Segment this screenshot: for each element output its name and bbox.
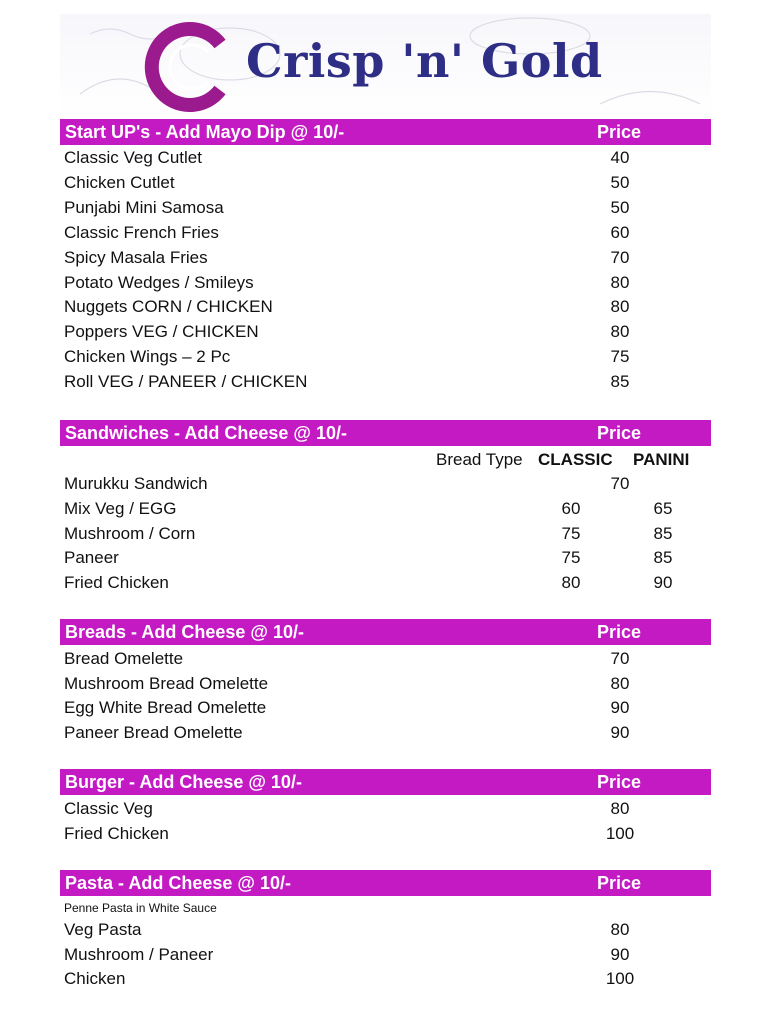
menu-item-name: Spicy Masala Fries (64, 247, 208, 267)
menu-item-name: Paneer (64, 548, 119, 568)
menu-item-price: 40 (610, 148, 630, 167)
section-title: Breads - Add Cheese @ 10/- (65, 622, 304, 642)
menu-item-name: Roll VEG / PANEER / CHICKEN (64, 372, 308, 392)
menu-item-price: 80 (610, 799, 630, 818)
menu-item-price-classic: 60 (561, 499, 581, 518)
menu-item-name: Mix Veg / EGG (64, 499, 177, 518)
price-column-label: Price (597, 873, 642, 893)
menu-item-name: Egg White Bread Omelette (64, 698, 267, 718)
menu-item-name: Fried Chicken (64, 823, 169, 843)
menu-item-price: 50 (610, 172, 630, 192)
menu-item-name: Classic Veg Cutlet (64, 148, 202, 167)
section-title: Burger - Add Cheese @ 10/- (65, 772, 302, 792)
menu-item-name: Mushroom Bread Omelette (64, 673, 269, 693)
price-column-label: Price (597, 423, 642, 443)
brand-name: Crisp 'n' Gold (246, 34, 603, 88)
menu-item-price-panini: 65 (653, 499, 673, 518)
menu-item-price: 80 (610, 920, 630, 939)
menu-item-price: 60 (610, 222, 630, 242)
menu-item-price: 80 (610, 272, 630, 292)
menu-item-price: 90 (610, 698, 630, 718)
menu-item-price-panini: 85 (653, 548, 673, 568)
column-classic: CLASSIC (538, 450, 613, 469)
section-title: Sandwiches - Add Cheese @ 10/- (65, 423, 347, 443)
menu-item-name: Chicken Wings – 2 Pc (64, 347, 231, 367)
brand-logo-icon (138, 20, 234, 112)
menu-item-name: Paneer Bread Omelette (64, 723, 243, 743)
menu-item-price-classic: 75 (561, 523, 581, 543)
menu-item-name: Murukku Sandwich (64, 474, 208, 493)
menu-item-name: Potato Wedges / Smileys (64, 272, 254, 292)
section-header-sandwiches (60, 420, 711, 446)
menu-item-price: 75 (610, 347, 630, 367)
menu-item-price: 70 (610, 649, 630, 668)
section-header-pasta (60, 870, 711, 896)
menu-item-name: Chicken (64, 969, 126, 988)
menu-item-price: 90 (610, 723, 630, 743)
section-header-starters (60, 119, 711, 145)
menu-item-price-panini: 85 (653, 523, 673, 543)
section-title: Start UP's - Add Mayo Dip @ 10/- (65, 122, 345, 142)
menu-item-price: 80 (610, 673, 630, 693)
menu-item-name: Mushroom / Paneer (64, 944, 214, 964)
menu-item-price-panini: 90 (653, 572, 673, 592)
menu-item-price: 100 (605, 969, 635, 988)
menu-item-name: Nuggets CORN / CHICKEN (64, 297, 273, 317)
menu-item-price: 50 (610, 197, 630, 217)
menu-item-name: Poppers VEG / CHICKEN (64, 322, 259, 342)
menu-item-name: Bread Omelette (64, 649, 184, 668)
price-column-label: Price (597, 122, 642, 142)
menu-item-name: Mushroom / Corn (64, 523, 196, 543)
menu-item-price: 85 (610, 372, 630, 392)
menu-item-price-classic: 75 (561, 548, 581, 568)
menu-item-name: Classic Veg (64, 799, 153, 818)
section-header-breads (60, 619, 711, 645)
menu-item-name: Fried Chicken (64, 572, 169, 592)
menu-item-name: Chicken Cutlet (64, 172, 175, 192)
menu-item-price: 80 (610, 297, 630, 317)
menu-item-price: 90 (610, 944, 630, 964)
menu-item-name: Classic French Fries (64, 222, 219, 242)
section-note: Penne Pasta in White Sauce (64, 901, 217, 915)
menu-item-price: 100 (605, 823, 635, 843)
menu-item-price: 80 (610, 322, 630, 342)
menu-item-name: Punjabi Mini Samosa (64, 197, 224, 217)
menu-item-price: 70 (610, 247, 630, 267)
bread-type-label: Bread Type (436, 450, 523, 469)
section-title: Pasta - Add Cheese @ 10/- (65, 873, 291, 893)
column-panini: PANINI (633, 450, 690, 469)
price-column-label: Price (597, 772, 642, 792)
menu-header (60, 14, 711, 118)
section-header-burger (60, 769, 711, 795)
price-column-label: Price (597, 622, 642, 642)
menu-item-name: Veg Pasta (64, 920, 142, 939)
menu-item-price: 70 (610, 474, 630, 493)
menu-item-price-classic: 80 (561, 572, 581, 592)
